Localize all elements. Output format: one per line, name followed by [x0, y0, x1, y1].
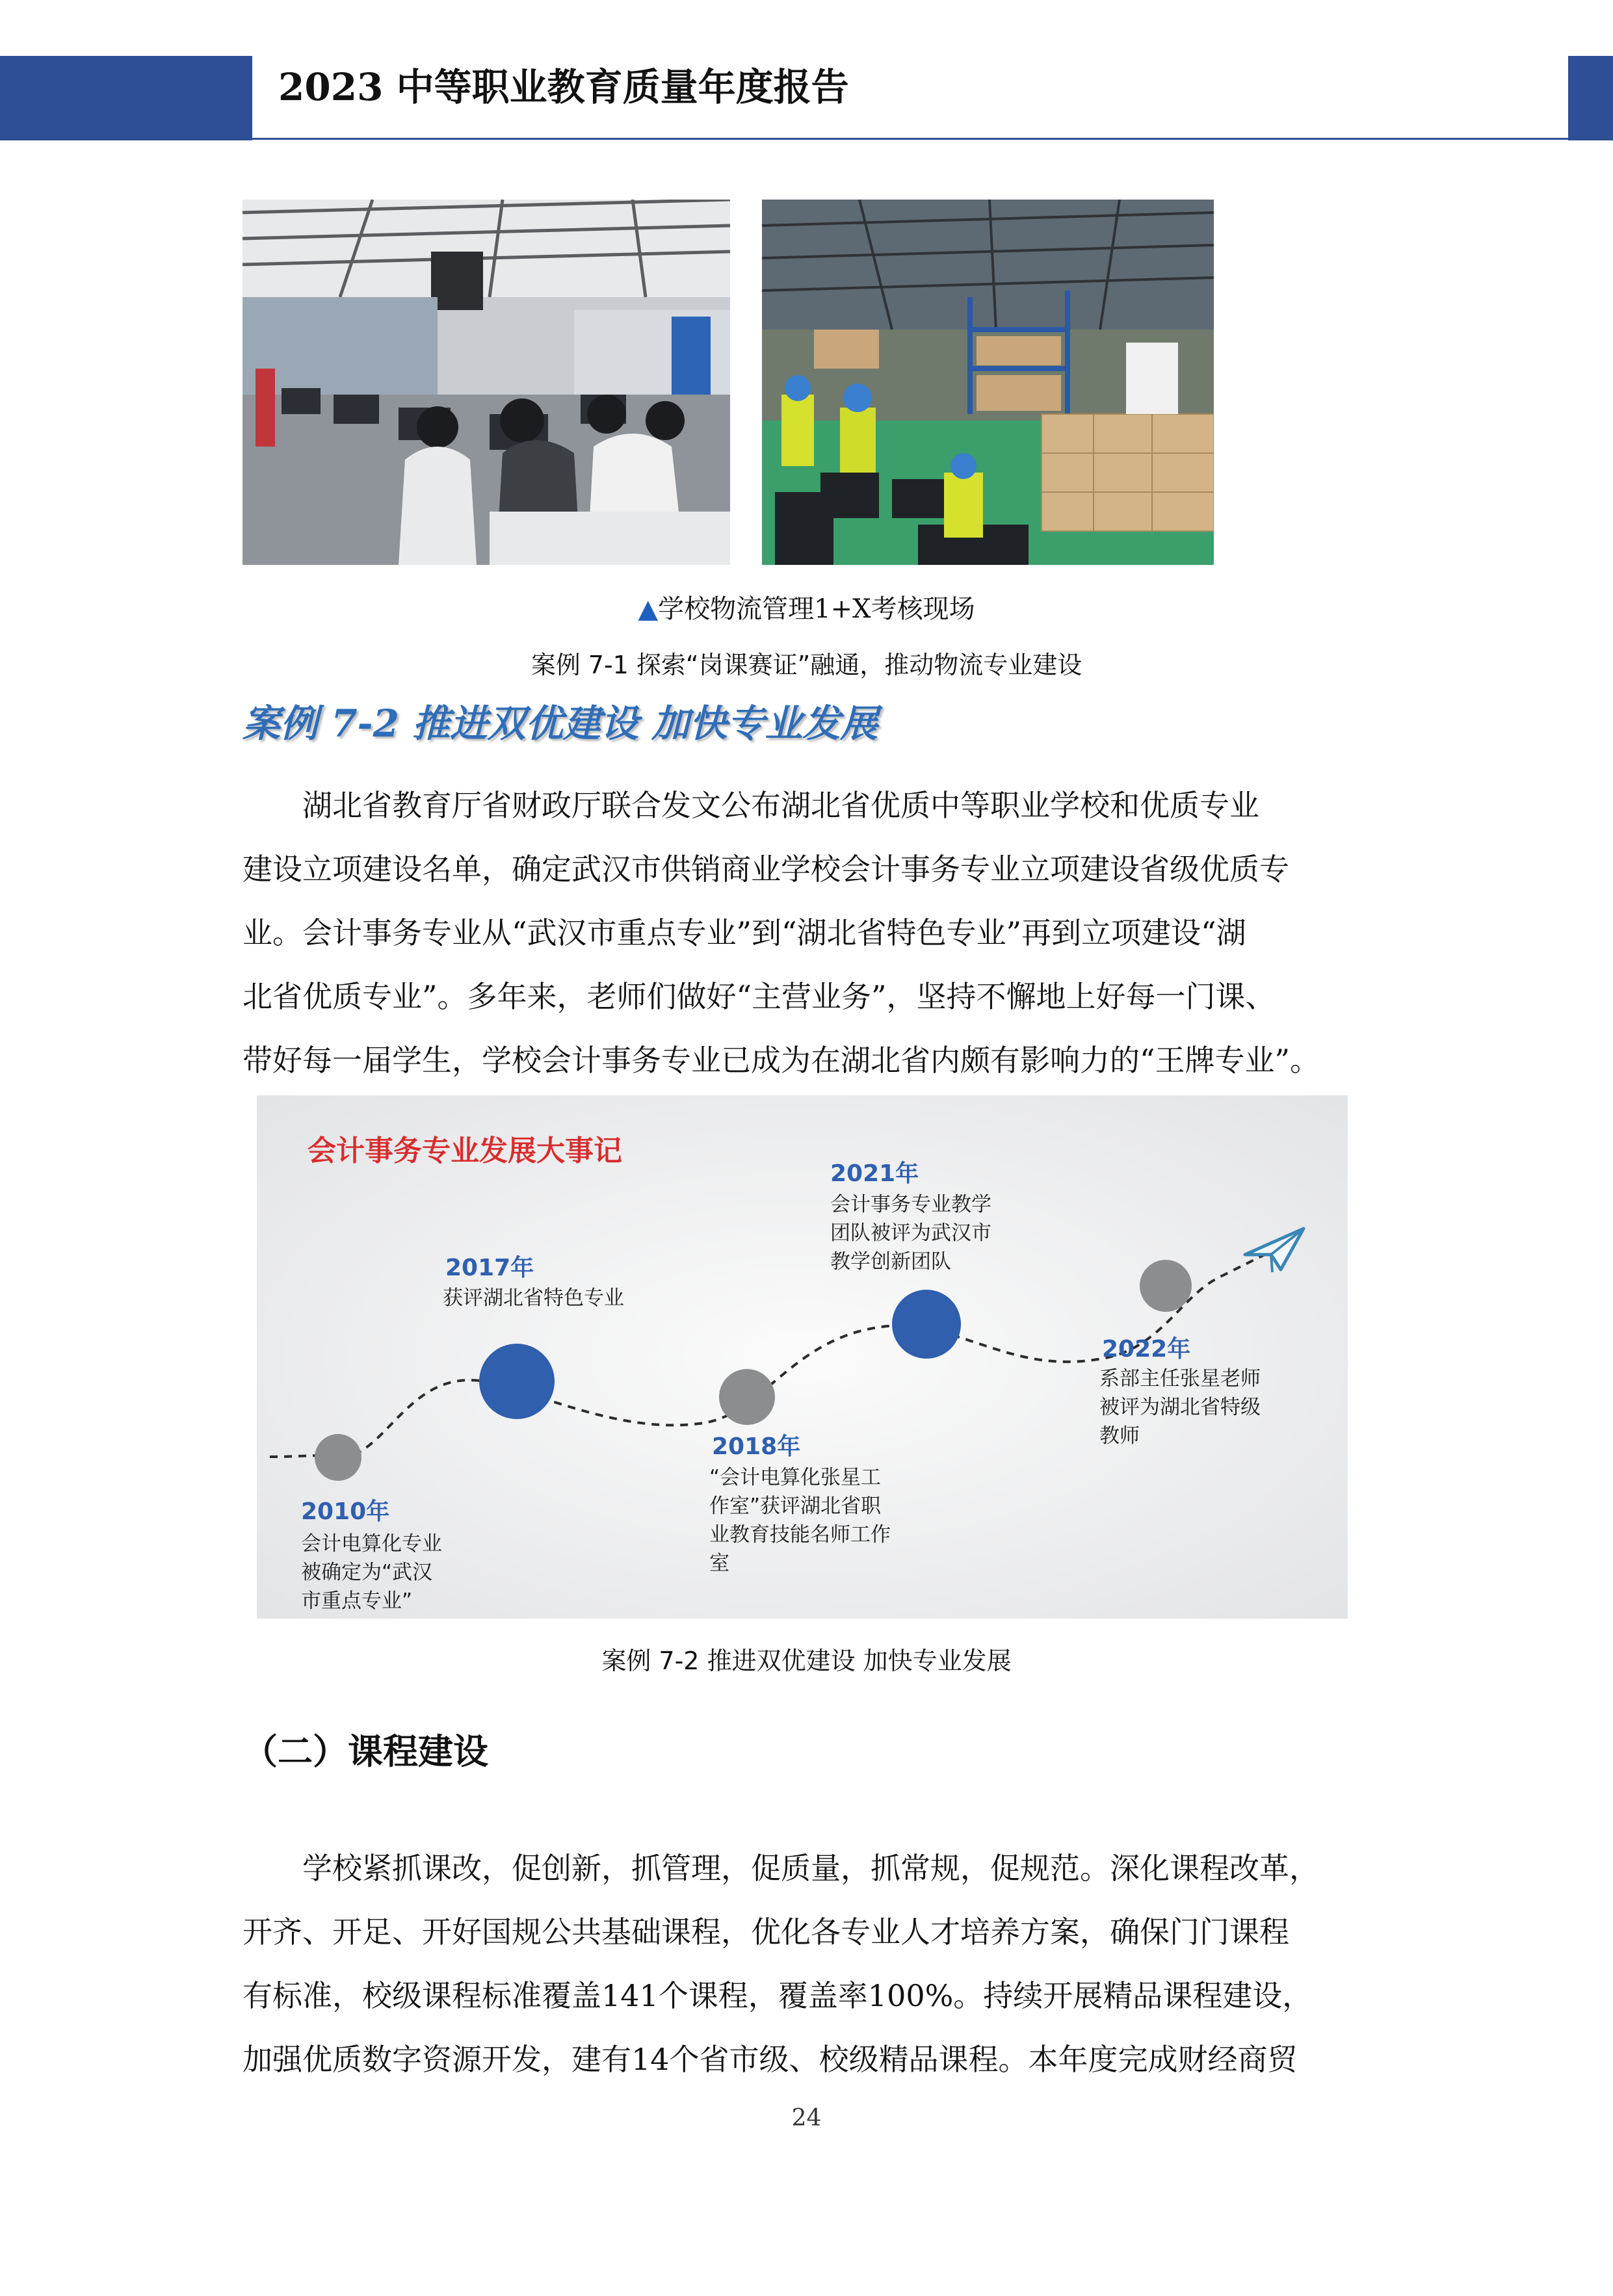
event-text-2021: 会计事务专业教学 [830, 1193, 991, 1216]
warehouse-photo [762, 200, 1214, 565]
event-year-2021: 2021年 [830, 1160, 919, 1187]
event-year-2010: 2010年 [301, 1498, 390, 1525]
section-heading: （二）课程建设 [243, 1731, 488, 1772]
photo-caption [0, 588, 1613, 625]
milestone-dot-2018 [719, 1369, 775, 1425]
paragraph-line: 开齐、开足、开好国规公共基础课程，优化各专业人才培养方案，确保门门课程 [243, 1914, 1289, 1950]
paragraph-line: 建设立项建设名单，确定武汉市供销商业学校会计事务专业立项建设省级优质专 [243, 852, 1289, 887]
case-7-2-caption: 案例 7-2 推进双优建设 加快专业发展 [601, 1647, 1012, 1675]
event-year-2018: 2018年 [712, 1433, 801, 1460]
milestone-dot-2021 [892, 1290, 961, 1359]
event-text-2022: 系部主任张星老师 [1099, 1367, 1261, 1390]
event-text-2018: 室 [709, 1552, 729, 1575]
event-text-2022: 教师 [1099, 1424, 1140, 1448]
section-2-paragraph [243, 1836, 1374, 2091]
case-7-1-caption: 案例 7-1 探索“岗课赛证”融通，推动物流专业建设 [531, 651, 1082, 679]
milestone-dot-2017 [479, 1344, 555, 1419]
timeline-title: 会计事务专业发展大事记 [308, 1134, 622, 1168]
paragraph-line: 湖北省教育厅省财政厅联合发文公布湖北省优质中等职业学校和优质专业 [302, 788, 1259, 823]
paragraph-line: 带好每一届学生，学校会计事务专业已成为在湖北省内颇有影响力的“王牌专业”。 [243, 1043, 1320, 1078]
event-text-2010: 会计电算化专业 [301, 1532, 442, 1556]
event-text-2010: 被确定为“武汉 [301, 1561, 433, 1584]
event-year-2017: 2017年 [445, 1255, 534, 1281]
report-title: 2023 中等职业教育质量年度报告 [278, 65, 849, 109]
event-text-2018: “会计电算化张星工 [709, 1466, 882, 1489]
case-7-2-paragraph [243, 774, 1374, 1092]
page-number: 24 [791, 2105, 822, 2132]
event-text-2017: 获评湖北省特色专业 [443, 1286, 624, 1310]
paragraph-line: 学校紧抓课改，促创新，抓管理，促质量，抓常规，促规范。深化课程改革， [302, 1851, 1319, 1886]
event-text-2010: 市重点专业” [301, 1589, 413, 1613]
timeline-infographic [257, 1095, 1348, 1619]
event-text-2021: 团队被评为武汉市 [830, 1221, 991, 1245]
paragraph-line: 北省优质专业”。多年来，老师们做好“主营业务”，坚持不懈地上好每一门课、 [243, 979, 1276, 1014]
event-text-2018: 业教育技能名师工作 [709, 1523, 891, 1546]
header-accent-bar-right [1568, 56, 1613, 140]
event-text-2018: 作室”获评湖北省职 [709, 1494, 882, 1518]
photo-caption-text: 学校物流管理1+X考核现场 [658, 594, 975, 624]
milestone-dot-2022 [1140, 1260, 1192, 1312]
paragraph-line: 有标准，校级课程标准覆盖141个课程，覆盖率100%。持续开展精品课程建设， [243, 1978, 1313, 2013]
event-text-2022: 被评为湖北省特级 [1099, 1396, 1261, 1419]
event-text-2021: 教学创新团队 [830, 1250, 951, 1273]
event-year-2022: 2022年 [1102, 1336, 1191, 1363]
paragraph-line: 业。会计事务专业从“武汉市重点专业”到“湖北省特色专业”再到立项建设“湖 [243, 915, 1246, 950]
classroom-photo [243, 200, 730, 565]
paragraph-line: 加强优质数字资源开发，建有14个省市级、校级精品课程。本年度完成财经商贸 [243, 2042, 1298, 2077]
milestone-dot-2010 [315, 1434, 361, 1481]
header-rule [252, 138, 1568, 140]
header-accent-bar-left [0, 56, 252, 140]
triangle-up-icon: ▲ [638, 594, 659, 624]
case-7-2-heading: 案例 7-2 推进双优建设 加快专业发展 [243, 701, 878, 746]
